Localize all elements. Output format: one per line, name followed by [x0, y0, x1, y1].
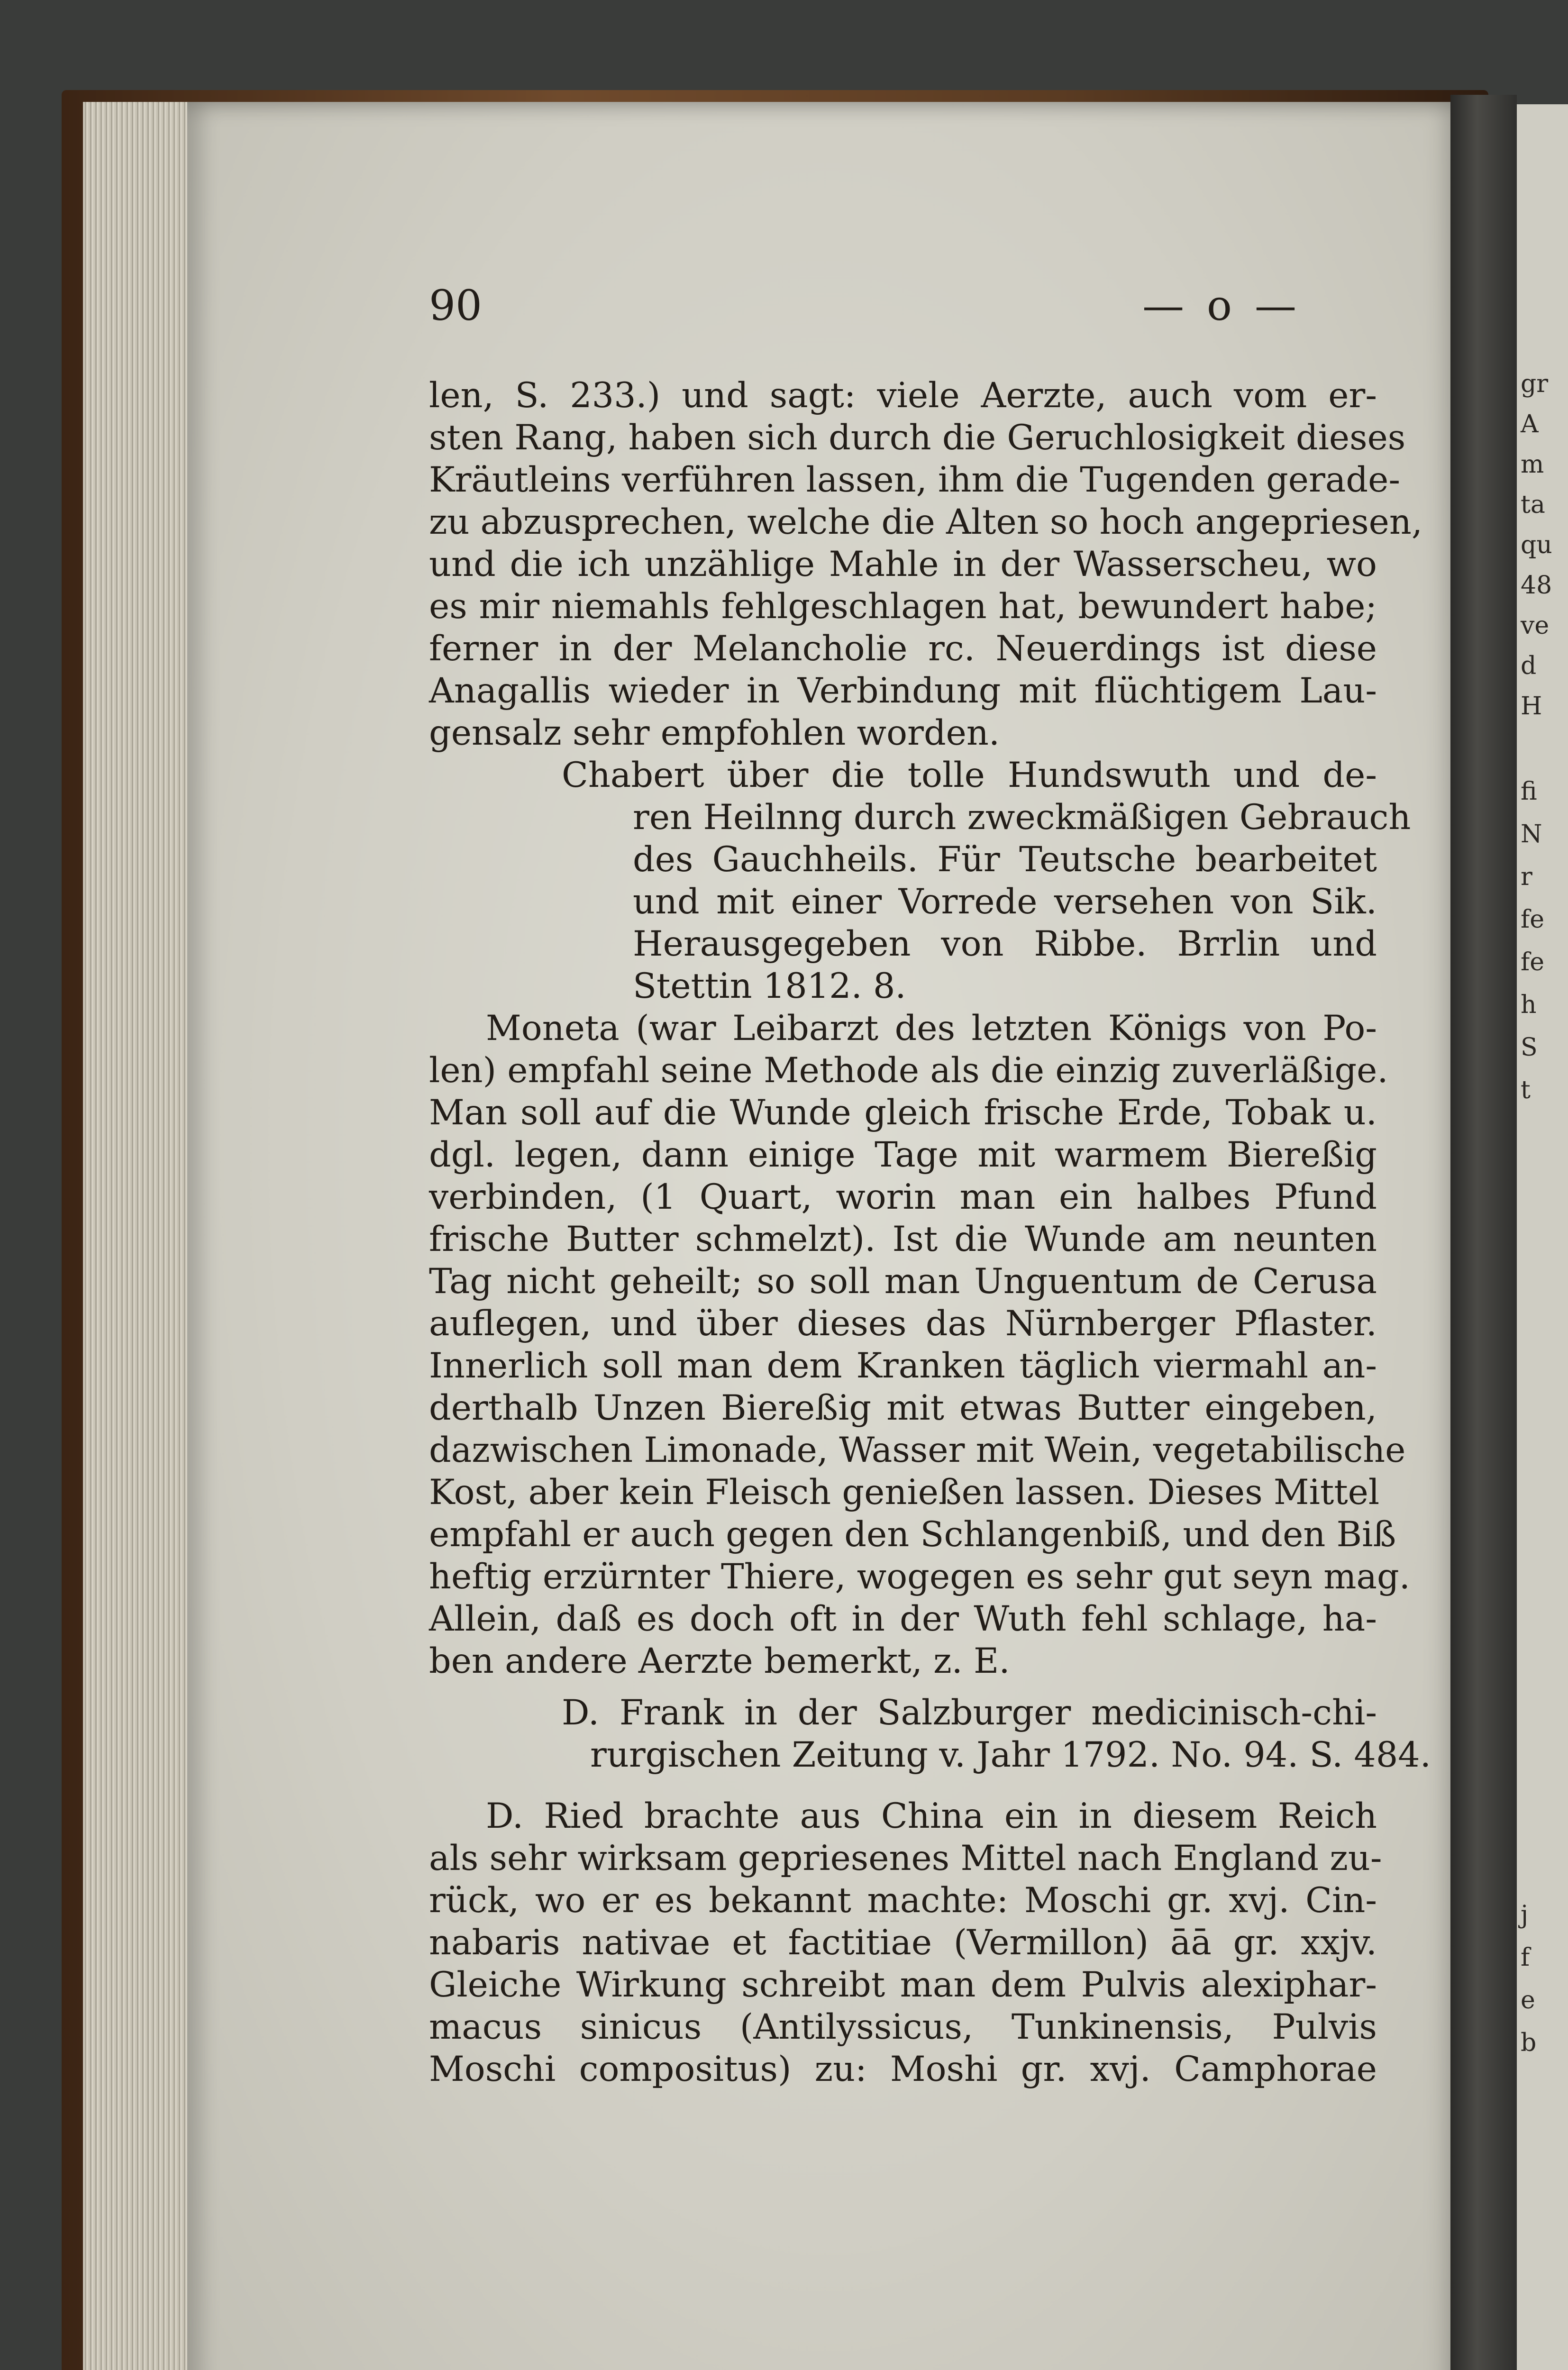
text-line: rurgischen Zeitung v. Jahr 1792. No. 94. S. 484.	[590, 1735, 1431, 1775]
next-page-fragment: S	[1521, 1033, 1538, 1062]
next-page-fragment: f	[1521, 1943, 1530, 1972]
text-line: dgl. legen, dann einige Tage mit warmem Biereßig	[429, 1135, 1377, 1175]
next-page-fragment: d	[1521, 652, 1537, 680]
book-gutter	[1450, 95, 1517, 2370]
paragraph-1	[429, 374, 1423, 754]
text-line: Tag nicht geheilt; so soll man Unguentum de Cerusa	[429, 1261, 1377, 1302]
text-line: Man soll auf die Wunde gleich frische Erde, Tobak u.	[429, 1093, 1377, 1133]
next-page-fragment: H	[1521, 692, 1542, 720]
text-line: des Gauchheils. Für Teutsche bearbeitet	[633, 839, 1377, 880]
text-line: sten Rang, haben sich durch die Geruchlosigkeit dieses	[429, 418, 1406, 458]
text-line: Moneta (war Leibarzt des letzten Königs von Po-	[486, 1008, 1377, 1048]
text-line: rück, wo er es bekannt machte: Moschi gr. xvj. Cin-	[429, 1880, 1377, 1921]
text-line: ren Heilnng durch zweckmäßigen Gebrauch	[633, 797, 1411, 838]
text-line: auflegen, und über dieses das Nürnberger Pflaster.	[429, 1304, 1377, 1344]
next-page-fragment: r	[1521, 863, 1532, 891]
next-page-fragment: fe	[1521, 948, 1545, 976]
next-page-fragment: t	[1521, 1076, 1531, 1104]
text-line: und die ich unzählige Mahle in der Wasserscheu, wo	[429, 544, 1377, 584]
next-page-fragment: h	[1521, 991, 1537, 1019]
paragraph-moneta	[429, 1007, 1410, 1682]
next-page-fragment: gr	[1521, 370, 1549, 398]
page-text	[429, 281, 1431, 2090]
text-line: Anagallis wieder in Verbindung mit flüchtigem Lau-	[429, 671, 1377, 711]
next-page-fragment: A	[1521, 410, 1539, 438]
text-line: ferner in der Melancholie rc. Neuerdings ist diese	[429, 629, 1377, 669]
text-line: Gleiche Wirkung schreibt man dem Pulvis alexiphar-	[429, 1965, 1377, 2005]
text-line: Stettin 1812. 8.	[633, 966, 906, 1006]
text-line: macus sinicus (Antilyssicus, Tunkinensis, Pulvis	[429, 2007, 1377, 2047]
page-number: 90	[429, 281, 482, 330]
next-page-fragment: N	[1521, 820, 1542, 848]
text-line: verbinden, (1 Quart, worin man ein halbes Pfund	[429, 1177, 1377, 1217]
text-line: Allein, daß es doch oft in der Wuth fehl schlage, ha-	[429, 1599, 1377, 1639]
text-line: derthalb Unzen Biereßig mit etwas Butter eingeben,	[429, 1388, 1377, 1428]
text-line: dazwischen Limonade, Wasser mit Wein, vegetabilische	[429, 1430, 1406, 1470]
text-line: gensalz sehr empfohlen worden.	[429, 713, 1000, 753]
text-line: nabaris nativae et factitiae (Vermillon) āā gr. xxjv.	[429, 1923, 1377, 1963]
text-line: Moschi compositus) zu: Moshi gr. xvj. Camphorae	[429, 2049, 1377, 2089]
next-page-fragment: m	[1521, 450, 1544, 479]
next-page-fragment: fi	[1521, 777, 1537, 806]
citation-chabert	[429, 754, 1411, 1007]
citation-frank	[429, 1692, 1431, 1776]
header-ornament: — o —	[1142, 281, 1301, 330]
next-page-fragment: ta	[1521, 491, 1545, 519]
next-page-fragment: qu	[1521, 531, 1552, 559]
text-line: D. Frank in der Salzburger medicinisch-chi-	[562, 1693, 1377, 1733]
text-line: Chabert über die tolle Hundswuth und de-	[562, 755, 1377, 795]
text-line: als sehr wirksam gepriesenes Mittel nach England zu-	[429, 1838, 1382, 1878]
paragraph-ried	[429, 1795, 1382, 2090]
next-page-fragment: b	[1521, 2029, 1537, 2057]
text-line: und mit einer Vorrede versehen von Sik.	[633, 882, 1377, 922]
text-line: zu abzusprechen, welche die Alten so hoch angepriesen,	[429, 502, 1423, 542]
page-edges	[83, 102, 187, 2370]
text-line: Herausgegeben von Ribbe. Brrlin und	[633, 924, 1377, 964]
next-page-fragment: fe	[1521, 905, 1545, 934]
next-page-strip	[1517, 104, 1568, 2370]
text-line: ben andere Aerzte bemerkt, z. E.	[429, 1641, 1010, 1681]
text-line: D. Ried brachte aus China ein in diesem Reich	[486, 1796, 1377, 1836]
next-page-fragment: j	[1521, 1901, 1529, 1929]
next-page-fragment: 48	[1521, 571, 1552, 600]
text-line: Kost, aber kein Fleisch genießen lassen. Dieses Mittel	[429, 1472, 1380, 1513]
page-header	[429, 281, 1377, 346]
next-page-fragment: e	[1521, 1986, 1535, 2014]
next-page-fragment: ve	[1521, 611, 1550, 640]
text-line: es mir niemahls fehlgeschlagen hat, bewundert habe;	[429, 586, 1377, 627]
text-line: frische Butter schmelzt). Ist die Wunde am neunten	[429, 1219, 1377, 1259]
text-line: Innerlich soll man dem Kranken täglich viermahl an-	[429, 1346, 1377, 1386]
text-line: Kräutleins verführen lassen, ihm die Tugenden gerade-	[429, 460, 1401, 500]
text-line: heftig erzürnter Thiere, wogegen es sehr gut seyn mag.	[429, 1557, 1410, 1597]
text-line: len, S. 233.) und sagt: viele Aerzte, auch vom er-	[429, 375, 1377, 416]
text-line: empfahl er auch gegen den Schlangenbiß, und den Biß	[429, 1514, 1396, 1555]
text-line: len) empfahl seine Methode als die einzig zuverläßige.	[429, 1050, 1388, 1091]
